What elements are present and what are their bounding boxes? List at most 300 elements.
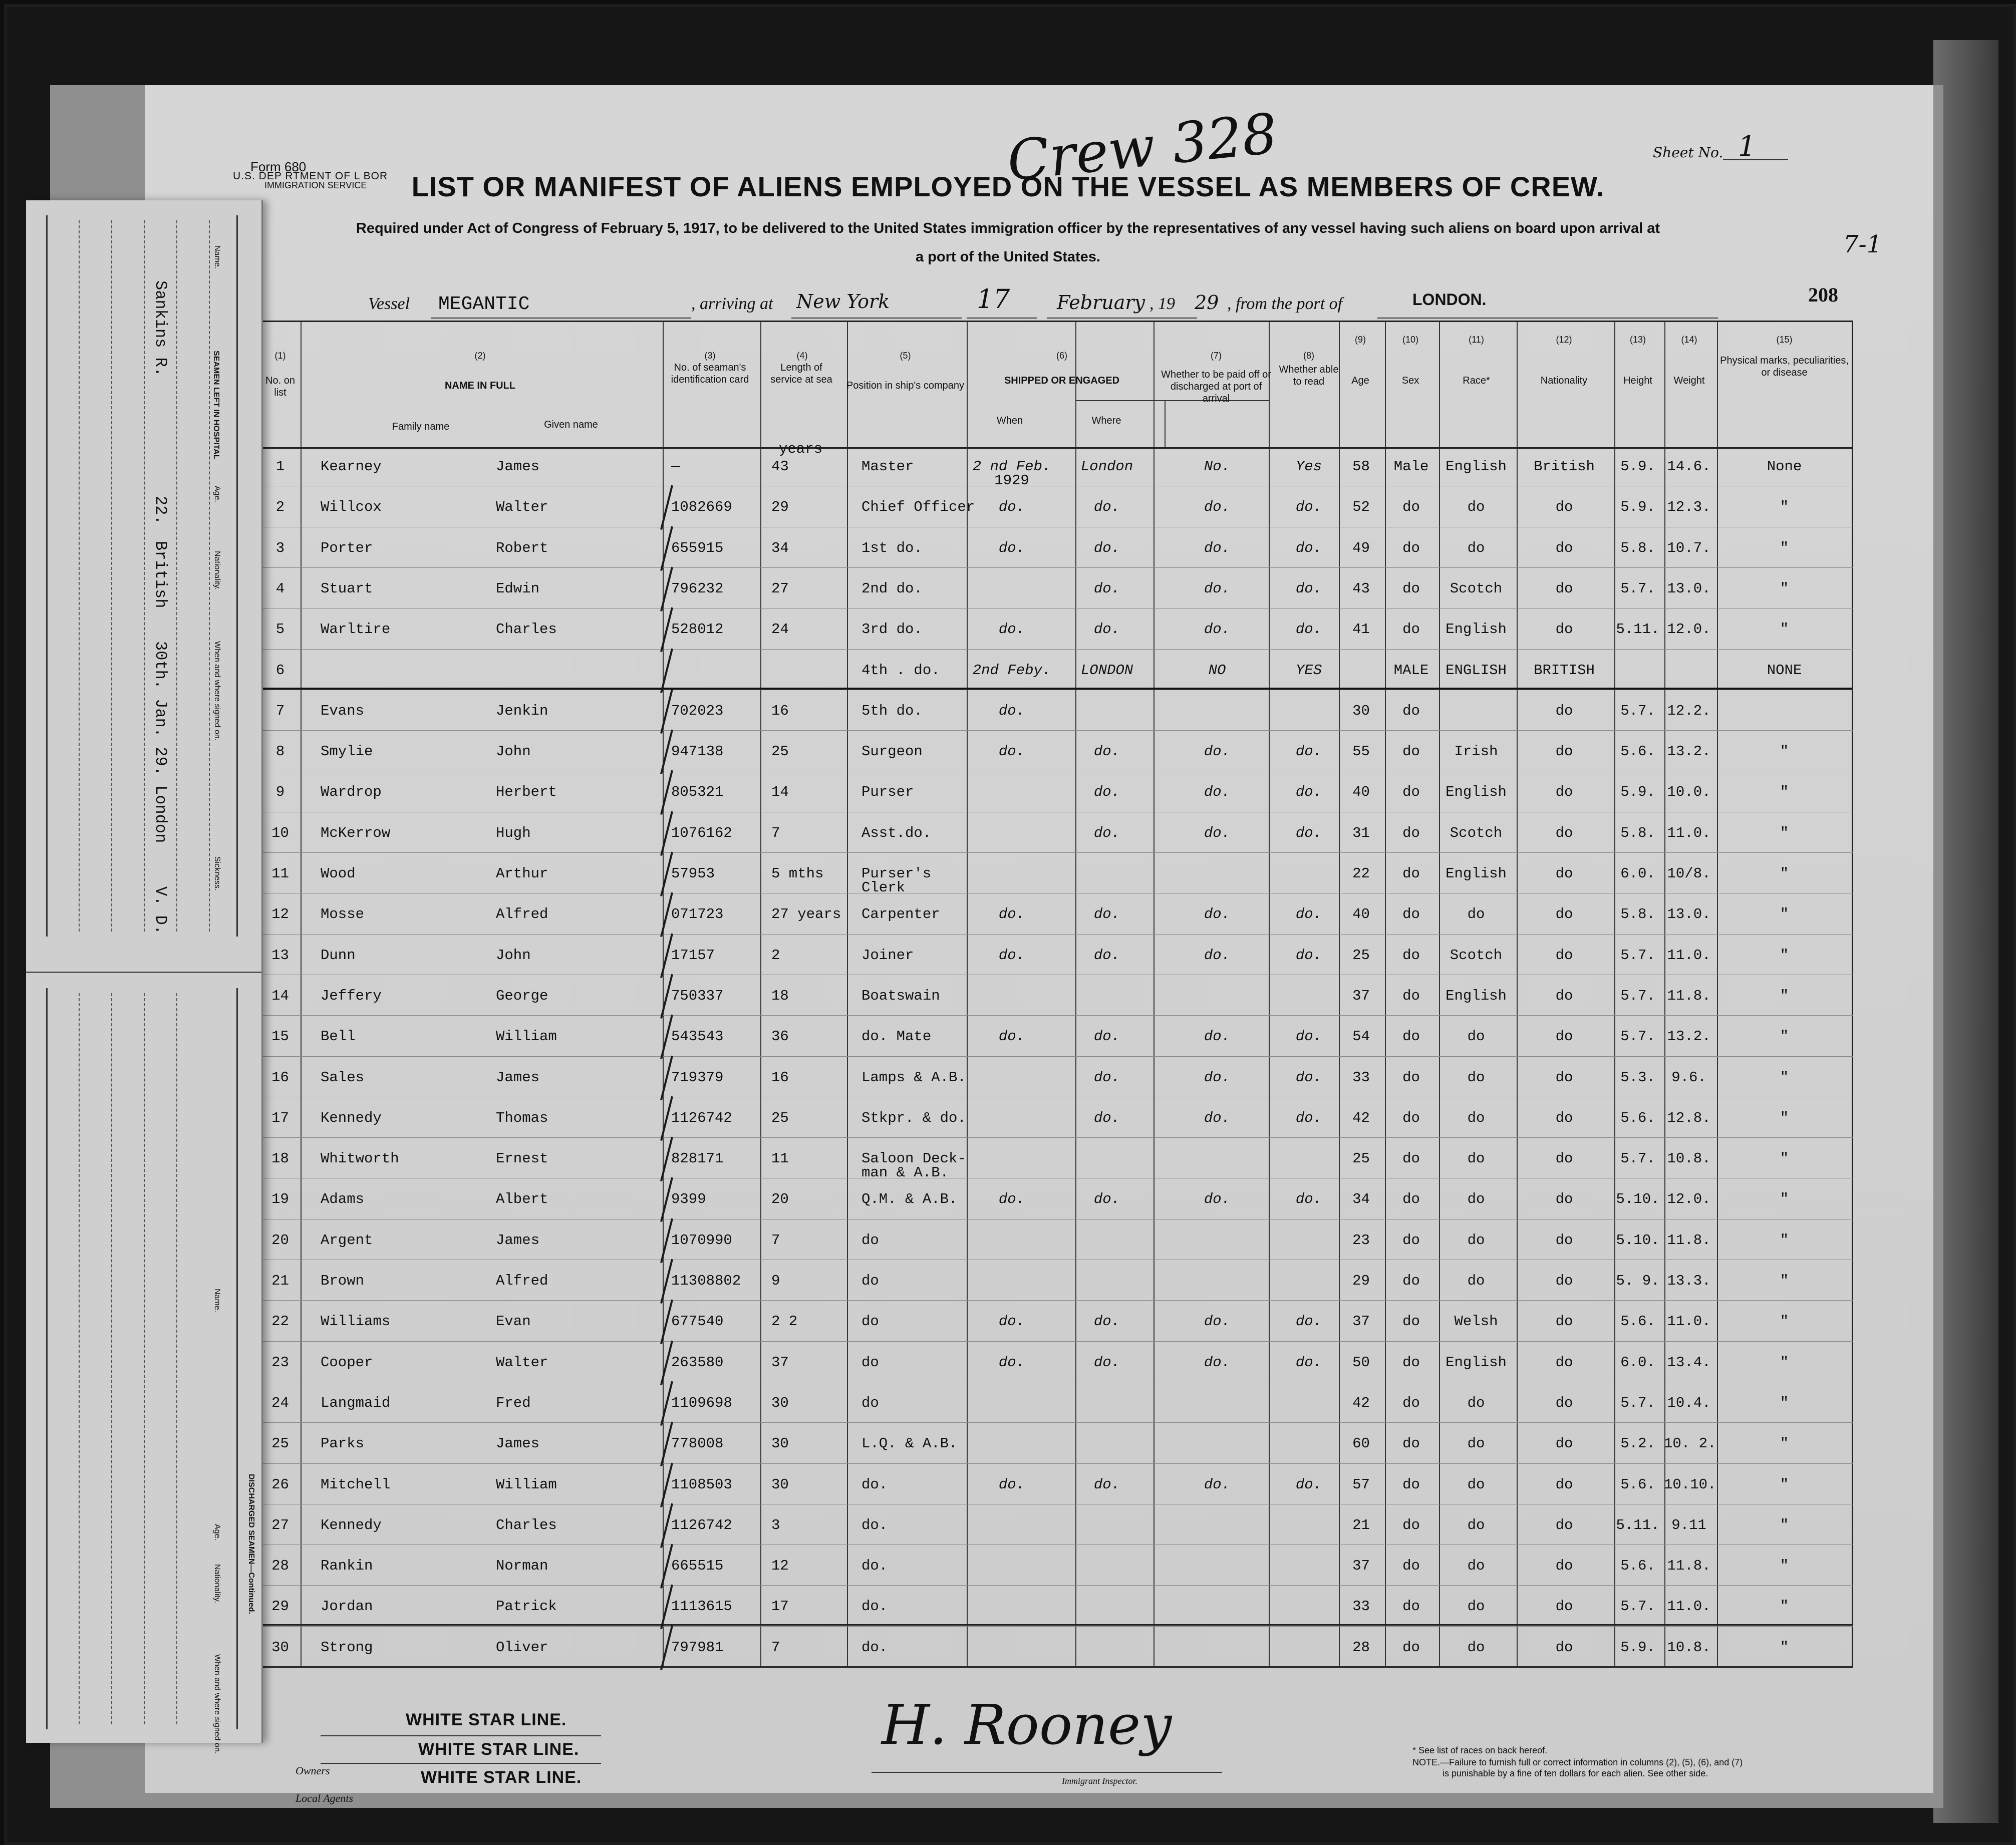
sex: do — [1402, 1069, 1420, 1086]
slip2-col-age: Age. — [213, 1524, 221, 1541]
weight: 11.0. — [1667, 1313, 1711, 1330]
position: 2nd do. — [861, 580, 923, 597]
card-number: 1070990 — [671, 1232, 732, 1249]
col-divider — [847, 322, 848, 1666]
physical-marks: " — [1780, 1558, 1789, 1575]
position: Stkpr. & do. — [861, 1109, 966, 1126]
family-name: Wardrop — [321, 784, 382, 801]
family-name: Wood — [321, 865, 356, 882]
row-number: 26 — [271, 1476, 289, 1493]
shipped-when: do. — [998, 1028, 1025, 1045]
sea-service: 16 — [771, 702, 789, 719]
height: 5.9. — [1620, 499, 1655, 516]
nationality: do — [1555, 784, 1573, 801]
owners-stamp: WHITE STAR LINE. — [418, 1740, 580, 1759]
row-number: 30 — [271, 1639, 289, 1656]
able-to-read: do. — [1295, 1313, 1322, 1330]
slip-entry-name: Sankins R. — [151, 280, 170, 377]
nationality: do — [1555, 580, 1573, 597]
position: Purser — [861, 784, 914, 801]
physical-marks: NONE — [1767, 662, 1802, 679]
shipped-when: do. — [998, 1354, 1025, 1371]
nationality: do — [1555, 1394, 1573, 1411]
given-name: Norman — [496, 1558, 548, 1575]
card-number: 1109698 — [671, 1394, 732, 1411]
family-name: Strong — [321, 1639, 373, 1656]
age: 23 — [1352, 1232, 1370, 1249]
col-header: Physical marks, peculiarities, or disease — [1720, 355, 1849, 378]
row-rule — [261, 1137, 1853, 1138]
height: 5.9. — [1620, 1639, 1655, 1656]
sea-service: 30 — [771, 1394, 789, 1411]
col-header: Age — [1351, 375, 1369, 386]
weight: 10/8. — [1667, 865, 1711, 882]
sheet-label: Sheet No. — [1653, 144, 1723, 161]
physical-marks: " — [1780, 1476, 1789, 1493]
slip-border — [46, 988, 48, 1729]
row-rule — [261, 852, 1853, 853]
shipped-when: do. — [998, 906, 1025, 923]
col-header: No. on list — [265, 375, 295, 398]
sea-service: 17 — [771, 1598, 789, 1615]
height: 5.6. — [1620, 1313, 1655, 1330]
slip-col-nationality: Nationality. — [213, 551, 221, 590]
position: do — [861, 1273, 879, 1289]
family-name: Mosse — [321, 906, 365, 923]
height: 5.2. — [1620, 1435, 1655, 1452]
height: 5.11. — [1616, 621, 1660, 638]
race: do — [1467, 1435, 1485, 1452]
race: do — [1467, 499, 1485, 516]
weight: 13.3. — [1667, 1273, 1711, 1289]
card-number: 071723 — [671, 906, 724, 923]
race: do — [1467, 1150, 1485, 1167]
sea-service: 43 — [771, 458, 789, 475]
given-name: James — [496, 1232, 540, 1249]
sea-service: 25 — [771, 1109, 789, 1126]
card-number: 543543 — [671, 1028, 724, 1045]
height: 5.8. — [1620, 539, 1655, 556]
family-name: Adams — [321, 1191, 365, 1208]
weight: 12.0. — [1667, 1191, 1711, 1208]
nationality: do — [1555, 1109, 1573, 1126]
shipped-when: do. — [998, 539, 1025, 556]
height: 5.10. — [1616, 1232, 1660, 1249]
physical-marks: " — [1780, 539, 1789, 556]
row-number: 22 — [271, 1313, 289, 1330]
col-number: (3) — [704, 351, 716, 361]
nationality: do — [1555, 621, 1573, 638]
arrival-day: 17 — [977, 284, 1010, 315]
sea-service: 7 — [771, 824, 780, 841]
weight: 11.8. — [1667, 1558, 1711, 1575]
age: 60 — [1352, 1435, 1370, 1452]
height: 5.8. — [1620, 906, 1655, 923]
col-header: NAME IN FULL — [444, 380, 516, 391]
race: do — [1467, 1191, 1485, 1208]
given-name: John — [496, 743, 531, 760]
paid-off: do. — [1204, 1109, 1231, 1126]
race: do — [1467, 1639, 1485, 1656]
col-number: (12) — [1556, 335, 1572, 345]
nationality: do — [1555, 539, 1573, 556]
physical-marks: " — [1780, 1191, 1789, 1208]
sea-service: 2 2 — [771, 1313, 798, 1330]
given-name: Edwin — [496, 580, 540, 597]
able-to-read: do. — [1295, 1109, 1322, 1126]
col-number: (7) — [1211, 351, 1222, 361]
position: Q.M. & A.B. — [861, 1191, 958, 1208]
given-name: James — [496, 1069, 540, 1086]
month-rule — [1047, 318, 1197, 319]
weight: 13.2. — [1667, 1028, 1711, 1045]
paid-off: do. — [1204, 1191, 1231, 1208]
sheet-rule — [1723, 159, 1788, 160]
height: 5.11. — [1616, 1516, 1660, 1533]
paid-off: do. — [1204, 1476, 1231, 1493]
able-to-read: do. — [1295, 1028, 1322, 1045]
nationality: do — [1555, 1313, 1573, 1330]
physical-marks: " — [1780, 1232, 1789, 1249]
given-name: Alfred — [496, 1273, 548, 1289]
card-number: 1082669 — [671, 499, 732, 516]
sheet-number: 1 — [1738, 130, 1756, 163]
race: ENGLISH — [1446, 662, 1507, 679]
card-number: 11308802 — [671, 1273, 741, 1289]
family-name: Argent — [321, 1232, 373, 1249]
sea-service: 12 — [771, 1558, 789, 1575]
col-divider — [760, 322, 761, 1666]
sea-service: 14 — [771, 784, 789, 801]
age: 21 — [1352, 1516, 1370, 1533]
col-number: (10) — [1402, 335, 1418, 345]
able-to-read: do. — [1295, 824, 1322, 841]
row-number: 10 — [271, 824, 289, 841]
height: 6.0. — [1620, 1354, 1655, 1371]
card-number: 677540 — [671, 1313, 724, 1330]
sex: do — [1402, 743, 1420, 760]
weight: 11.0. — [1667, 947, 1711, 964]
sex: do — [1402, 1313, 1420, 1330]
shipped-where: do. — [1093, 580, 1120, 597]
shipped-where: do. — [1093, 1028, 1120, 1045]
owners-rule — [321, 1763, 601, 1764]
height: 5. 9. — [1616, 1273, 1660, 1289]
nationality: do — [1555, 1516, 1573, 1533]
weight: 13.0. — [1667, 906, 1711, 923]
footer-rule — [263, 1624, 1852, 1626]
weight: 10.4. — [1667, 1394, 1711, 1411]
age: 25 — [1352, 947, 1370, 964]
position: do — [861, 1313, 879, 1330]
age: 37 — [1352, 1313, 1370, 1330]
sex: do — [1402, 499, 1420, 516]
physical-marks: " — [1780, 1354, 1789, 1371]
height: 5.6. — [1620, 1109, 1655, 1126]
family-name: Stuart — [321, 580, 373, 597]
row-number: 1 — [275, 458, 285, 475]
sea-service: 3 — [771, 1516, 780, 1533]
shipped-when: 2 nd Feb. — [972, 458, 1051, 475]
sex: do — [1402, 1232, 1420, 1249]
row-rule — [261, 649, 1853, 650]
given-name: Charles — [496, 1516, 557, 1533]
sea-service: 34 — [771, 539, 789, 556]
hospital-section — [26, 200, 261, 952]
sex: do — [1402, 824, 1420, 841]
able-to-read: do. — [1295, 1354, 1322, 1371]
position: Lamps & A.B. — [861, 1069, 966, 1086]
row-rule — [261, 1585, 1853, 1586]
weight: 9.6. — [1671, 1069, 1706, 1086]
card-number: 1126742 — [671, 1516, 732, 1533]
card-number: — — [671, 458, 680, 475]
shipped-where: do. — [1093, 906, 1120, 923]
card-number: 9399 — [671, 1191, 706, 1208]
paid-off: do. — [1204, 1028, 1231, 1045]
age: 40 — [1352, 784, 1370, 801]
able-to-read: do. — [1295, 499, 1322, 516]
race: do — [1467, 1394, 1485, 1411]
row-number: 5 — [275, 621, 285, 638]
position: Asst.do. — [861, 824, 932, 841]
weight: 12.2. — [1667, 702, 1711, 719]
weight: 13.0. — [1667, 580, 1711, 597]
sex: do — [1402, 987, 1420, 1004]
row-number: 15 — [271, 1028, 289, 1045]
col-divider — [1269, 322, 1270, 1666]
col-number: (13) — [1629, 335, 1646, 345]
race: do — [1467, 1598, 1485, 1615]
weight: 10.8. — [1667, 1150, 1711, 1167]
given-name: Robert — [496, 539, 548, 556]
age: 33 — [1352, 1598, 1370, 1615]
sex: do — [1402, 865, 1420, 882]
nationality: do — [1555, 1639, 1573, 1656]
inspector-label: Immigrant Inspector. — [1062, 1776, 1137, 1786]
paid-off: No. — [1204, 458, 1231, 475]
race: English — [1446, 1354, 1507, 1371]
able-to-read: do. — [1295, 784, 1322, 801]
race: English — [1446, 865, 1507, 882]
sex: do — [1402, 1435, 1420, 1452]
nationality: do — [1555, 702, 1573, 719]
card-number: 528012 — [671, 621, 724, 638]
physical-marks: " — [1780, 865, 1789, 882]
when-header: When — [996, 415, 1023, 426]
sex: do — [1402, 1273, 1420, 1289]
given-name: Albert — [496, 1191, 548, 1208]
given-name: Evan — [496, 1313, 531, 1330]
slip-col — [209, 220, 210, 932]
card-number: 828171 — [671, 1150, 724, 1167]
card-number: 947138 — [671, 743, 724, 760]
sex: do — [1402, 1394, 1420, 1411]
race: do — [1467, 1232, 1485, 1249]
position: 5th do. — [861, 702, 923, 719]
paid-off: do. — [1204, 947, 1231, 964]
weight: 11.8. — [1667, 1232, 1711, 1249]
race: English — [1446, 621, 1507, 638]
family-name: Parks — [321, 1435, 365, 1452]
crew-reference: Crew 328 — [1004, 101, 1281, 193]
slip-border — [236, 988, 238, 1729]
given-name-header: Given name — [544, 419, 598, 430]
given-name: Arthur — [496, 865, 548, 882]
slip-col — [176, 993, 177, 1724]
physical-marks: " — [1780, 1109, 1789, 1126]
height: 5.7. — [1620, 1394, 1655, 1411]
nationality: do — [1555, 499, 1573, 516]
slip2-col-name: Name. — [213, 1289, 221, 1313]
slip-col — [144, 993, 145, 1724]
shipped-where: do. — [1093, 499, 1120, 516]
weight: 12.3. — [1667, 499, 1711, 516]
card-number: 719379 — [671, 1069, 724, 1086]
able-to-read: do. — [1295, 906, 1322, 923]
sex: do — [1402, 784, 1420, 801]
penalty-note-1: NOTE.—Failure to furnish full or correct information in columns (2), (5), (6), and (7) — [1412, 1757, 1743, 1767]
given-name: James — [496, 1435, 540, 1452]
penalty-note-2: is punishable by a fine of ten dollars for each alien. See other side. — [1443, 1768, 1708, 1778]
nationality: do — [1555, 1232, 1573, 1249]
position: Surgeon — [861, 743, 923, 760]
weight: 11.0. — [1667, 1598, 1711, 1615]
height: 5.6. — [1620, 1558, 1655, 1575]
weight: 12.0. — [1667, 621, 1711, 638]
physical-marks: " — [1780, 499, 1789, 516]
sea-service: 30 — [771, 1476, 789, 1493]
sex: do — [1402, 621, 1420, 638]
position: 1st do. — [861, 539, 923, 556]
col-header: Sex — [1401, 375, 1419, 386]
card-number: 57953 — [671, 865, 715, 882]
physical-marks: " — [1780, 987, 1789, 1004]
slip-col — [79, 993, 80, 1724]
height: 5.7. — [1620, 1150, 1655, 1167]
age: 57 — [1352, 1476, 1370, 1493]
age: 50 — [1352, 1354, 1370, 1371]
given-name: Herbert — [496, 784, 557, 801]
shipped-when: do. — [998, 621, 1025, 638]
shipped-where: do. — [1093, 824, 1120, 841]
col-header: Whether able to read — [1279, 364, 1339, 387]
able-to-read: YES — [1295, 662, 1322, 679]
slip-entry-age: 22. — [151, 496, 170, 525]
sea-service: 36 — [771, 1028, 789, 1045]
sex: do — [1402, 539, 1420, 556]
shipped-when: do. — [998, 1191, 1025, 1208]
sex: do — [1402, 1516, 1420, 1533]
card-number: 263580 — [671, 1354, 724, 1371]
position: do. Mate — [861, 1028, 932, 1045]
race: Scotch — [1450, 947, 1503, 964]
sea-service: 18 — [771, 987, 789, 1004]
from-label: , from the port of — [1227, 294, 1343, 313]
row-rule — [261, 1056, 1853, 1057]
family-name: Evans — [321, 702, 365, 719]
position: Master — [861, 458, 914, 475]
row-rule — [261, 1015, 1853, 1016]
col-number: (14) — [1681, 335, 1697, 345]
given-name: Patrick — [496, 1598, 557, 1615]
row-rule — [261, 567, 1853, 568]
nationality: do — [1555, 1150, 1573, 1167]
nationality: do — [1555, 1273, 1573, 1289]
physical-marks: " — [1780, 1069, 1789, 1086]
family-name: Rankin — [321, 1558, 373, 1575]
able-to-read: do. — [1295, 580, 1322, 597]
family-name: Langmaid — [321, 1394, 391, 1411]
col-number: (9) — [1355, 335, 1366, 345]
row-rule — [261, 1422, 1853, 1423]
sea-service: 2 — [771, 947, 780, 964]
nationality: do — [1555, 1476, 1573, 1493]
position: do. — [861, 1639, 888, 1656]
age: 58 — [1352, 458, 1370, 475]
shipped-where: do. — [1093, 1191, 1120, 1208]
shipped-where: do. — [1093, 1354, 1120, 1371]
inspector-signature: H. Rooney — [882, 1693, 1172, 1757]
slip-col-age: Age. — [213, 486, 221, 502]
page-number: 208 — [1808, 283, 1838, 306]
col-number: (15) — [1776, 335, 1793, 345]
row-number: 6 — [275, 662, 285, 679]
able-to-read: do. — [1295, 1476, 1322, 1493]
family-name: Cooper — [321, 1354, 373, 1371]
height: 5.7. — [1620, 580, 1655, 597]
slip-entry-signed: 30th. Jan. 29. London — [151, 641, 170, 843]
sea-service: 24 — [771, 621, 789, 638]
sex: Male — [1393, 458, 1429, 475]
sea-service: 27 years — [771, 906, 841, 923]
col-header: Weight — [1673, 375, 1705, 386]
race: do — [1467, 906, 1485, 923]
position: do — [861, 1232, 879, 1249]
position: L.Q. & A.B. — [861, 1435, 958, 1452]
discharged-title: DISCHARGED SEAMEN—Continued. — [247, 1474, 255, 1614]
nationality: do — [1555, 743, 1573, 760]
given-name: Walter — [496, 499, 548, 516]
position: Chief Officer — [861, 499, 975, 516]
row-number: 28 — [271, 1558, 289, 1575]
shipped-when: do. — [998, 702, 1025, 719]
position: do. — [861, 1558, 888, 1575]
arrival-month: February — [1057, 291, 1145, 314]
hospital-title: SEAMEN LEFT IN HOSPITAL — [212, 351, 220, 460]
col-number: (2) — [474, 351, 486, 361]
given-name: Oliver — [496, 1639, 548, 1656]
given-name: James — [496, 458, 540, 475]
physical-marks: " — [1780, 1516, 1789, 1533]
sea-service: 25 — [771, 743, 789, 760]
height: 5.7. — [1620, 1028, 1655, 1045]
hospital-slip — [26, 200, 263, 1754]
slip-col — [111, 220, 112, 932]
race: Scotch — [1450, 824, 1503, 841]
age: 37 — [1352, 987, 1370, 1004]
race: do — [1467, 1028, 1485, 1045]
position: do. — [861, 1598, 888, 1615]
shipped-where: do. — [1093, 1069, 1120, 1086]
sex: do — [1402, 1191, 1420, 1208]
row-number: 4 — [275, 580, 285, 597]
col-number: (11) — [1469, 335, 1484, 345]
family-name: Mitchell — [321, 1476, 391, 1493]
paid-off: NO — [1208, 662, 1226, 679]
row-number: 13 — [271, 947, 289, 964]
race: English — [1446, 987, 1507, 1004]
